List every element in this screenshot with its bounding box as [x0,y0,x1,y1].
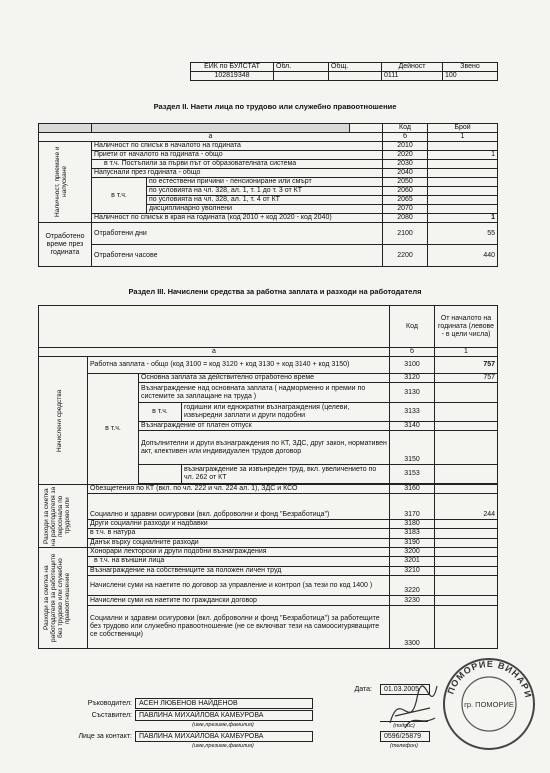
section3-row-label: Обезщетения по КТ (вкл. по чл. 222 и чл. 224 ал. 1), ЗДС и КСО [88,485,390,494]
header-col-obsht: Общ. [329,63,382,72]
manager-value: АСЕН ЛЮБЕНОВ НАЙДЕНОВ [135,698,313,709]
section3-row-code: 3190 [390,538,435,548]
section3-row-label: Хонорари лекторски и други подобни възнаграждения [88,548,390,557]
stamp-city: гр. ПОМОРИЕ [464,700,514,709]
section3-row-label: Други социални разходи и надбавки [88,519,390,528]
header-col-eik: ЕИК по БУЛСТАТ [191,63,274,72]
section2-row-value [428,205,498,214]
compiler-value: ПАВЛИНА МИХАЙЛОВА КАМБУРОВА [135,710,313,721]
section2-row-label: Напуснали през годината - общо [92,169,383,178]
section2-vtch-label: в т.ч. [92,178,147,214]
section3-row-value [435,566,498,575]
section3-row-value [435,465,498,484]
section3-row-label: Социални и здравни осигуровки (вкл. доброволни и фонд "Безработица") за работещите без трудово или служебно правоотношение (не се включват тези на самоосигуряващите се собственици) [88,605,390,648]
section2-group-worked-time: Отработено време през годината [39,223,92,267]
contact-value: ПАВЛИНА МИХАЙЛОВА КАМБУРОВА [135,731,313,742]
section2-row-code: 2040 [383,169,428,178]
section2-row-label: Наличност по списък в края на годината (код 2010 + код 2020 - код 2040) [92,214,383,223]
section3-row-code: 3160 [390,485,435,494]
signature-scribble [385,678,445,738]
section2-row-label: по условията на чл. 328, ал. 1, т. 1 до т. 3 от КТ [147,187,383,196]
section2-row-label: в т.ч. Постъпили за първи път от образователната система [92,160,383,169]
section3-group-accrued: Начислени средства [39,357,88,485]
section3-row-label: Данък върху социалните разходи [88,538,390,548]
section3-row-code: 3210 [390,566,435,575]
section3-vtch-label: в т.ч. [88,374,139,485]
header-value-deynost: 0111 [382,72,443,81]
section2-title: Раздел II. Наети лица по трудово или служебно правоотношение [153,102,397,111]
section3-row-label: в т.ч. на външни лица [88,557,390,566]
section3-col-kod: Код [390,306,435,348]
date-value: 01.03.2005 [380,684,430,695]
section3-row-value [435,557,498,566]
section3-row-value: 244 [435,494,498,519]
section3-row-code: 3133 [390,403,435,422]
section3-row-value [435,431,498,465]
section3-row-label: в т.ч. в натура [88,529,390,538]
section3-row-value [435,596,498,605]
section3-row-code: 3200 [390,548,435,557]
company-stamp [440,655,538,753]
section2-row-code: 2030 [383,160,428,169]
svg-text:ПОМОРИЕ ВИНАРИ [445,659,533,699]
signature-hint: (подпис) [393,723,415,729]
section3-row-code: 3153 [390,465,435,484]
section2-row-label: Приети от началото на годината - общо [92,151,383,160]
section2-row-code: 2010 [383,142,428,151]
stamp-text: ПОМОРИЕ ВИНАРИ [445,658,534,700]
section3-row-code: 3300 [390,605,435,648]
section3-row-value: 757 [435,357,498,374]
section3-row-value [435,383,498,403]
section3-row-code: 3220 [390,575,435,596]
section3-row-value [435,403,498,422]
section2-row-value [428,187,498,196]
section2-row-value: 55 [428,223,498,245]
section2-sub-b: б [383,133,428,142]
section2-row-value [428,178,498,187]
section3-sub-a: а [39,348,390,357]
section3-row-code: 3140 [390,422,435,431]
section2-row-value [428,142,498,151]
section3-row-code: 3201 [390,557,435,566]
section2-row-label: Отработени часове [92,245,383,267]
section2-row-value [428,160,498,169]
section3-row-label: Работна заплата - общо (код 3100 = код 3120 + код 3130 + код 3140 + код 3150) [88,357,390,374]
contact-hint: (име,презиме,фамилия) [192,743,254,749]
section3-vtch-sub-label: в т.ч. [139,403,182,422]
phone-hint: (телефон) [390,743,418,749]
section3-row-label: Допълнителни и други възнаграждения по КТ, ЗДС, друг закон, нормативен акт, клективен или индивидуален трудов договор [139,431,390,465]
section3-sub-1: 1 [435,348,498,357]
header-col-deynost: Дейност [382,63,443,72]
header-value-zveno: 100 [443,72,498,81]
section3-row-code: 3120 [390,374,435,383]
section3-sub-b: б [390,348,435,357]
section2-group-availability: Наличност, приемане и напускане [39,142,92,223]
section2-row-label: Отработени дни [92,223,383,245]
section3-row-label: възнаграждение за извънреден труд, вкл. увеличението по чл. 262 от КТ [182,465,390,484]
header-value-obl [274,72,329,81]
section3-row-label: Социално и здравни осигуровки (вкл. доброволни и фонд "Безработица") [88,494,390,519]
section3-row-code: 3230 [390,596,435,605]
section3-row-code: 3150 [390,431,435,465]
section3-col-from-start: От началото на годината (левове - в цели числа) [435,306,498,348]
manager-label: Ръководител: [87,700,132,707]
section2-row-code: 2200 [383,245,428,267]
header-col-obl: Обл. [274,63,329,72]
section3-row-code: 3180 [390,519,435,528]
section2-row-label: по естествени причини - пенсиониране или смърт [147,178,383,187]
section3-row-value [435,605,498,648]
section2-table [38,123,498,267]
phone-value: 0596/25879 [380,731,430,742]
section2-col-broi: Брой [428,124,498,133]
section3-row-value [435,485,498,494]
contact-label: Лице за контакт: [78,733,132,740]
date-label: Дата: [354,686,372,693]
section3-row-label: Възнаграждение от платен отпуск [139,422,390,431]
section2-row-code: 2100 [383,223,428,245]
section3-row-label: годишни или еднократни възнаграждения (целеви, извънредни заплати и други подобни [182,403,390,422]
section3-title: Раздел III. Начислени средства за работна заплата и разходи на работодателя [128,287,422,296]
section2-row-value [428,196,498,205]
section2-row-value: 1 [428,214,498,223]
section2-row-code: 2080 [383,214,428,223]
section3-row-value [435,529,498,538]
section3-row-label: Възнаграждение над основната заплата ( надморменно и премии по системите за заплащане на труда ) [139,383,390,403]
section3-row-label: Възнаграждение на собствениците за положен личен труд [88,566,390,575]
section3-row-label: Начислени суми на наетите по граждански договор [88,596,390,605]
section3-row-label: Начислени суми на наетите по договор за управление и контрол (за тези по код 1400 ) [88,575,390,596]
section2-sub-a: а [39,133,383,142]
section3-row-value [435,519,498,528]
section2-col-kod: Код [383,124,428,133]
section3-row-value [435,575,498,596]
header-col-zveno: Звено [443,63,498,72]
section3-row-code: 3100 [390,357,435,374]
section2-row-value [428,169,498,178]
header-value-obsht [329,72,382,81]
header-value-eik: 102819348 [191,72,274,81]
section3-row-value: 757 [435,374,498,383]
section2-row-code: 2050 [383,178,428,187]
compiler-label: Съставител: [91,712,132,719]
section2-row-value: 1 [428,151,498,160]
section2-sub-1: 1 [428,133,498,142]
section3-row-value [435,538,498,548]
compiler-hint: (име,презиме,фамилия) [192,722,254,728]
section3-group-employer: Разходи за сметка на работодателя за персонала по трудово или [39,485,88,548]
section3-row-value [435,548,498,557]
header-table [190,62,498,81]
section2-row-code: 2065 [383,196,428,205]
section2-row-code: 2060 [383,187,428,196]
section2-row-label: дисциплинарно уволнени [147,205,383,214]
section3-row-label: Основна заплата за действително отработено време [139,374,390,383]
section3-row-code: 3170 [390,494,435,519]
section3-table [38,305,498,649]
section3-row-value [435,422,498,431]
section2-row-value: 440 [428,245,498,267]
section3-group-non-employees: Разходи за сметка на работодателя за работещите без трудово или служебно правоотношение [39,548,88,649]
section3-row-code: 3130 [390,383,435,403]
section2-row-label: Наличност по списък в началото на годината [92,142,383,151]
section3-row-code: 3183 [390,529,435,538]
section2-row-label: по условията на чл. 328, ал. 1, т. 4 от КТ [147,196,383,205]
section2-row-code: 2020 [383,151,428,160]
section2-row-code: 2070 [383,205,428,214]
